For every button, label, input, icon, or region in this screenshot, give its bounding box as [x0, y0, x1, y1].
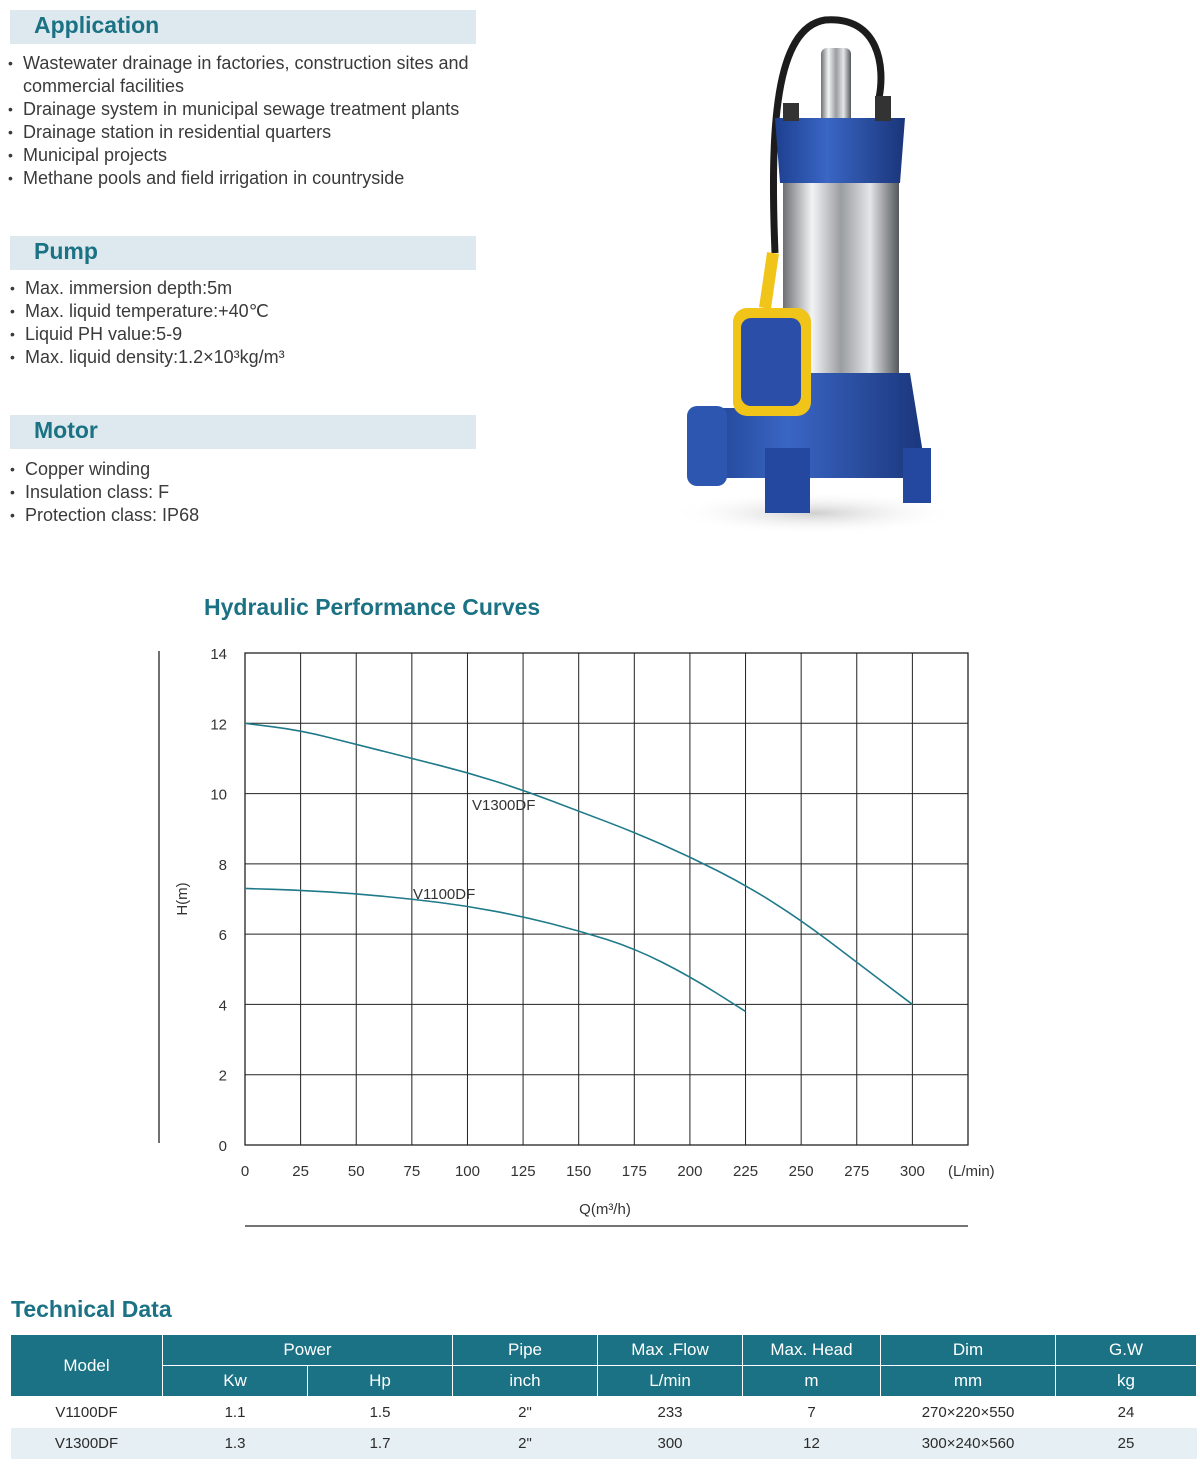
x-tick-label: 300 [899, 1163, 925, 1180]
list-item: • Municipal projects [8, 145, 168, 165]
x-tick-label: 75 [403, 1163, 421, 1180]
x-tick-label: 150 [566, 1163, 592, 1180]
header-flow: Max .Flow [598, 1335, 743, 1366]
unit-dim: mm [881, 1366, 1056, 1397]
cell-model: V1300DF [11, 1428, 163, 1459]
unit-head: m [743, 1366, 881, 1397]
list-item: • Wastewater drainage in factories, construction sites and commercial facilities [8, 53, 469, 96]
unit-gw: kg [1056, 1366, 1197, 1397]
application-title: Application [34, 12, 160, 38]
list-item: • Drainage station in residential quarters [8, 122, 332, 142]
technical-data-title: Technical Data [11, 1296, 172, 1322]
x-tick-label: 50 [347, 1163, 365, 1180]
y-tick-label: 12 [210, 716, 227, 734]
plot-frame [245, 653, 968, 1145]
cell-gw: 25 [1056, 1428, 1197, 1459]
x-axis-label: Q(m³/h) [579, 1201, 631, 1218]
cell-kw: 1.1 [224, 1404, 246, 1421]
cell-pipe: 2" [518, 1404, 532, 1421]
cell-dim: 270×220×550 [921, 1404, 1015, 1421]
y-tick-label: 14 [210, 646, 227, 663]
cell-flow: 300 [598, 1428, 743, 1459]
list-item: • Liquid PH value:5-9 [10, 324, 183, 344]
list-item: • Max. liquid temperature:+40℃ [10, 301, 269, 321]
x-tick-label: 25 [292, 1163, 309, 1180]
cell-pipe: 2" [453, 1428, 598, 1459]
header-model: Model [11, 1335, 163, 1397]
header-gw: G.W [1056, 1335, 1197, 1366]
x-tick-label: 100 [454, 1163, 480, 1180]
list-item: • Protection class: IP68 [10, 505, 200, 525]
cell-flow: 233 [657, 1404, 683, 1421]
header-pipe: Pipe [453, 1335, 598, 1366]
list-item: • Insulation class: F [10, 482, 170, 502]
technical-data-table [10, 1334, 1197, 1459]
cell-hp: 1.5 [369, 1404, 391, 1421]
cell-head: 12 [743, 1428, 881, 1459]
x-unit-label: (L/min) [948, 1163, 995, 1180]
x-tick-label: 250 [788, 1163, 814, 1180]
y-axis-label: H(m) [174, 882, 191, 916]
series-label: V1100DF [413, 886, 476, 903]
x-tick-label: 200 [677, 1163, 703, 1180]
unit-hp: Hp [308, 1366, 453, 1397]
unit-pipe: inch [453, 1366, 598, 1397]
x-tick-label: 225 [733, 1163, 759, 1180]
table-row [11, 1428, 1197, 1459]
cell-dim: 300×240×560 [881, 1428, 1056, 1459]
y-tick-label: 0 [218, 1138, 227, 1155]
header-power: Power [163, 1335, 453, 1366]
y-tick-label: 8 [218, 856, 227, 874]
series-line-v1100df [245, 888, 746, 1011]
cell-head: 7 [807, 1404, 816, 1421]
x-tick-label: 125 [510, 1163, 536, 1180]
x-tick-label: 275 [844, 1163, 870, 1180]
cell-kw: 1.3 [163, 1428, 308, 1459]
x-tick-label: 175 [621, 1163, 647, 1180]
x-tick-label: 0 [240, 1163, 250, 1180]
list-item: • Copper winding [10, 459, 151, 479]
motor-title: Motor [34, 417, 98, 443]
cell-gw: 24 [1117, 1404, 1135, 1421]
y-tick-label: 6 [218, 927, 227, 945]
y-tick-label: 2 [218, 1067, 227, 1085]
cell-model: V1100DF [55, 1404, 118, 1421]
list-item: • Max. liquid density:1.2×10³kg/m³ [10, 347, 285, 367]
unit-flow: L/min [598, 1366, 743, 1397]
list-item: • Max. immersion depth:5m [10, 278, 233, 298]
table-row [11, 1397, 1197, 1429]
header-dim: Dim [881, 1335, 1056, 1366]
unit-kw: Kw [163, 1366, 308, 1397]
cell-hp: 1.7 [308, 1428, 453, 1459]
chart-title: Hydraulic Performance Curves [204, 594, 541, 620]
header-head: Max. Head [743, 1335, 881, 1366]
y-tick-label: 4 [218, 997, 227, 1015]
y-tick-label: 10 [210, 786, 227, 804]
series-label: V1300DF [472, 797, 536, 814]
pump-title: Pump [34, 238, 98, 264]
list-item: • Drainage system in municipal sewage treatment plants [8, 99, 460, 119]
list-item: • Methane pools and field irrigation in countryside [8, 168, 405, 188]
